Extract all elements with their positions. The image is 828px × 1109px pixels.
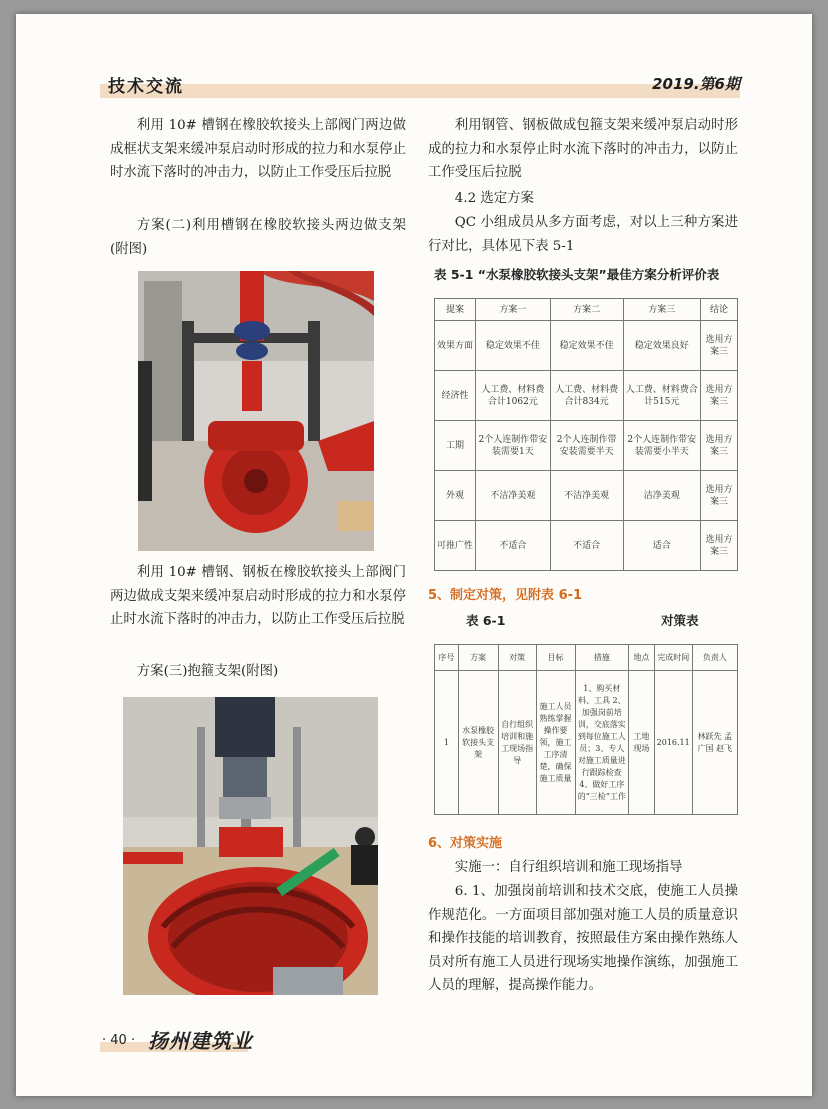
right-paragraph-3: QC 小组成员从多方面考虑，对以上三种方案进行对比，具体见下表 5-1 <box>428 215 738 254</box>
table-row <box>435 421 738 471</box>
table2-cell: 2016.11 <box>654 671 692 815</box>
pump-photo-3 <box>123 697 378 995</box>
table2-header: 负责人 <box>692 645 737 671</box>
table2-cell: 1 <box>435 671 459 815</box>
page <box>16 14 812 1096</box>
page-number: · 40 · <box>102 1033 136 1048</box>
table1-cell: 2个人连制作带安装需要小半天 <box>623 421 701 471</box>
table1-cell: 洁净美观 <box>623 471 701 521</box>
magazine-logo: 扬州建筑业 <box>148 1029 253 1053</box>
table-row <box>435 671 738 815</box>
section-6-heading: 6、对策实施 <box>428 836 503 851</box>
left-paragraph-1: 利用 10# 槽钢在橡胶软接头上部阀门两边做成框状支架来缓冲泵启动时形成的拉力和水泵停止时水流下落时的冲击力，以防止工作受压后拉脱 <box>110 118 406 180</box>
table1-cell: 外观 <box>435 471 476 521</box>
table1-cell: 稳定效果不佳 <box>550 321 623 371</box>
table2-cell: 施工人员熟练掌握操作要领，施工工序清楚，确保施工质量 <box>536 671 575 815</box>
table1-header: 方案三 <box>623 299 701 321</box>
table1-header: 方案二 <box>550 299 623 321</box>
table1-cell: 效果方面 <box>435 321 476 371</box>
section-5-heading: 5、制定对策，见附表 6-1 <box>428 588 583 603</box>
left-paragraph-2: 方案(二)利用槽钢在橡胶软接头两边做支架(附图) <box>110 218 406 257</box>
table1-cell: 人工费、材料费合计1062元 <box>476 371 551 421</box>
table2 <box>434 644 738 815</box>
table2-title: 对策表 <box>661 613 699 628</box>
table1-cell: 工期 <box>435 421 476 471</box>
table2-header: 对策 <box>498 645 536 671</box>
table1-cell: 可推广性 <box>435 521 476 571</box>
table1-header: 结论 <box>701 299 738 321</box>
table-row <box>435 371 738 421</box>
right-paragraph-5: 6. 1、加强岗前培训和技术交底，使施工人员操作规范化。一方面项目部加强对施工人员的质量意识和操作技能的培训教育，按照最佳方案由操作熟练人员对所有施工人员进行现场实地操作演练，加强施工人员的理解，提高操作能力。 <box>428 884 738 993</box>
table2-header: 方案 <box>458 645 498 671</box>
table-row <box>435 471 738 521</box>
right-paragraph-4: 实施一：自行组织培训和施工现场指导 <box>454 860 683 875</box>
table1-title: 表 5-1 “水泵橡胶软接头支架”最佳方案分析评价表 <box>434 267 720 282</box>
table2-header: 目标 <box>536 645 575 671</box>
table2-cell: 工地现场 <box>629 671 655 815</box>
table-row <box>435 521 738 571</box>
table1-cell: 人工费、材料费合计834元 <box>550 371 623 421</box>
table1-cell: 不适合 <box>550 521 623 571</box>
table2-header: 措施 <box>575 645 629 671</box>
table-row <box>435 321 738 371</box>
table1-cell: 稳定效果良好 <box>623 321 701 371</box>
table1-cell: 经济性 <box>435 371 476 421</box>
right-paragraph-2: 4.2 选定方案 <box>454 191 534 206</box>
table1-cell: 选用方案三 <box>701 471 738 521</box>
table1-cell: 人工费、材料费合计515元 <box>623 371 701 421</box>
table1-cell: 选用方案三 <box>701 521 738 571</box>
table2-header: 地点 <box>629 645 655 671</box>
table1-cell: 选用方案三 <box>701 421 738 471</box>
left-paragraph-3: 利用 10# 槽钢、钢板在橡胶软接头上部阀门两边做成支架来缓冲泵启动时形成的拉力和水泵停止时水流下落时的冲击力，以防止工作受压后拉脱 <box>110 565 406 627</box>
table2-cell: 水泵橡胶软接头支架 <box>458 671 498 815</box>
table2-cell: 林跃先 孟广国 赵飞 <box>692 671 737 815</box>
table2-header: 序号 <box>435 645 459 671</box>
table1-cell: 选用方案三 <box>701 321 738 371</box>
table2-label: 表 6-1 <box>466 613 506 628</box>
table1-header: 提案 <box>435 299 476 321</box>
header-band <box>100 84 740 98</box>
table2-header: 完成时间 <box>654 645 692 671</box>
table1 <box>434 298 738 571</box>
header-section: 技术交流 <box>108 77 184 97</box>
table1-cell: 2个人连制作带安装需要半天 <box>550 421 623 471</box>
left-paragraph-4: 方案(三)抱箍支架(附图) <box>136 664 279 679</box>
table1-cell: 不洁净美观 <box>476 471 551 521</box>
table1-cell: 选用方案三 <box>701 371 738 421</box>
table1-cell: 不适合 <box>476 521 551 571</box>
table1-cell: 适合 <box>623 521 701 571</box>
header-issue: 2019.第6期 <box>652 75 740 93</box>
table2-cell: 1、购买材料、工具 2、加强岗前培训，交底落实到每位施工人员；3、专人对施工质量进行跟踪检查 4、做好工序的“三检”工作 <box>575 671 629 815</box>
table1-cell: 稳定效果不佳 <box>476 321 551 371</box>
pump-photo-2 <box>138 271 374 551</box>
table2-cell: 自行组织培训和施工现场指导 <box>498 671 536 815</box>
table1-cell: 2个人连制作带安装需要1天 <box>476 421 551 471</box>
right-paragraph-1: 利用钢管、钢板做成包箍支架来缓冲泵启动时形成的拉力和水泵停止时水流下落时的冲击力，以防止工作受压后拉脱 <box>428 118 738 180</box>
table1-cell: 不洁净美观 <box>550 471 623 521</box>
table1-header: 方案一 <box>476 299 551 321</box>
